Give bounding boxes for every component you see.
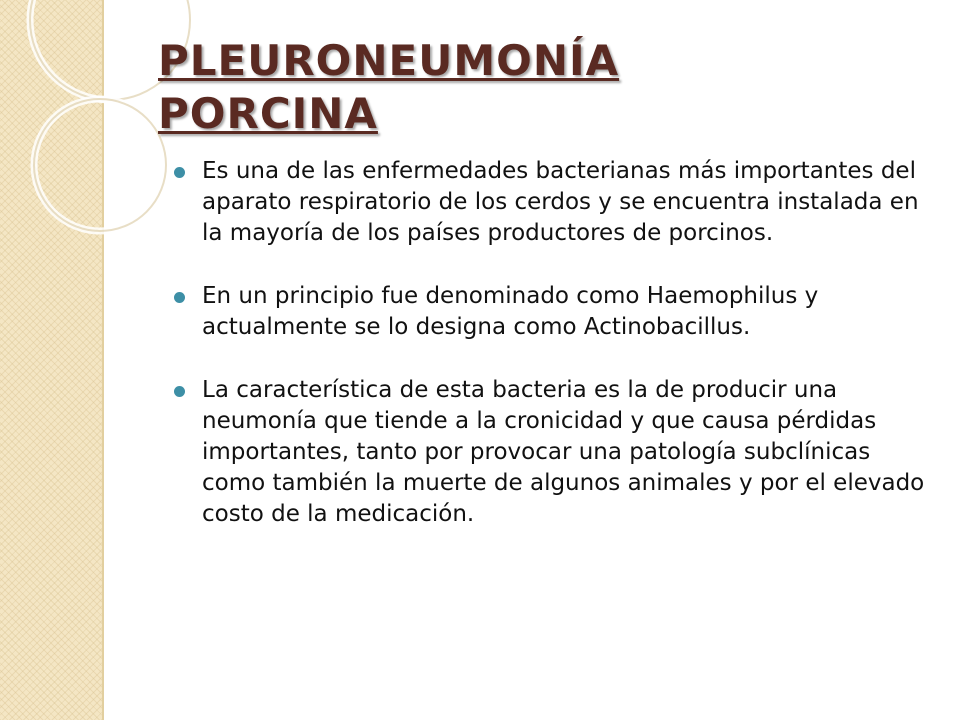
- slide-title: [158, 34, 918, 140]
- slide-title-line-2: PORCINA: [158, 89, 378, 138]
- bullet-text: En un principio fue denominado como Haemophilus y actualmente se lo designa como Actinobacillus.: [202, 283, 819, 340]
- bullet-icon: [174, 167, 185, 178]
- bullet-list: [174, 156, 934, 530]
- slide-title-line-1: PLEURONEUMONÍA: [158, 36, 620, 85]
- bullet-text: La característica de esta bacteria es la de producir una neumonía que tiende a la cronicidad y que causa pérdidas importantes, tanto por provocar una patología subclínicas como también la muerte de algunos animales y por el elevado costo de la medicación.: [202, 377, 925, 527]
- bullet-item: [174, 156, 934, 249]
- decorative-sidebar: [0, 0, 104, 720]
- bullet-text: Es una de las enfermedades bacterianas más importantes del aparato respiratorio de los cerdos y se encuentra instalada en la mayoría de los países productores de porcinos.: [202, 158, 919, 246]
- bullet-item: [174, 375, 934, 530]
- bullet-icon: [174, 292, 185, 303]
- bullet-item: [174, 281, 934, 343]
- bullet-icon: [174, 386, 185, 397]
